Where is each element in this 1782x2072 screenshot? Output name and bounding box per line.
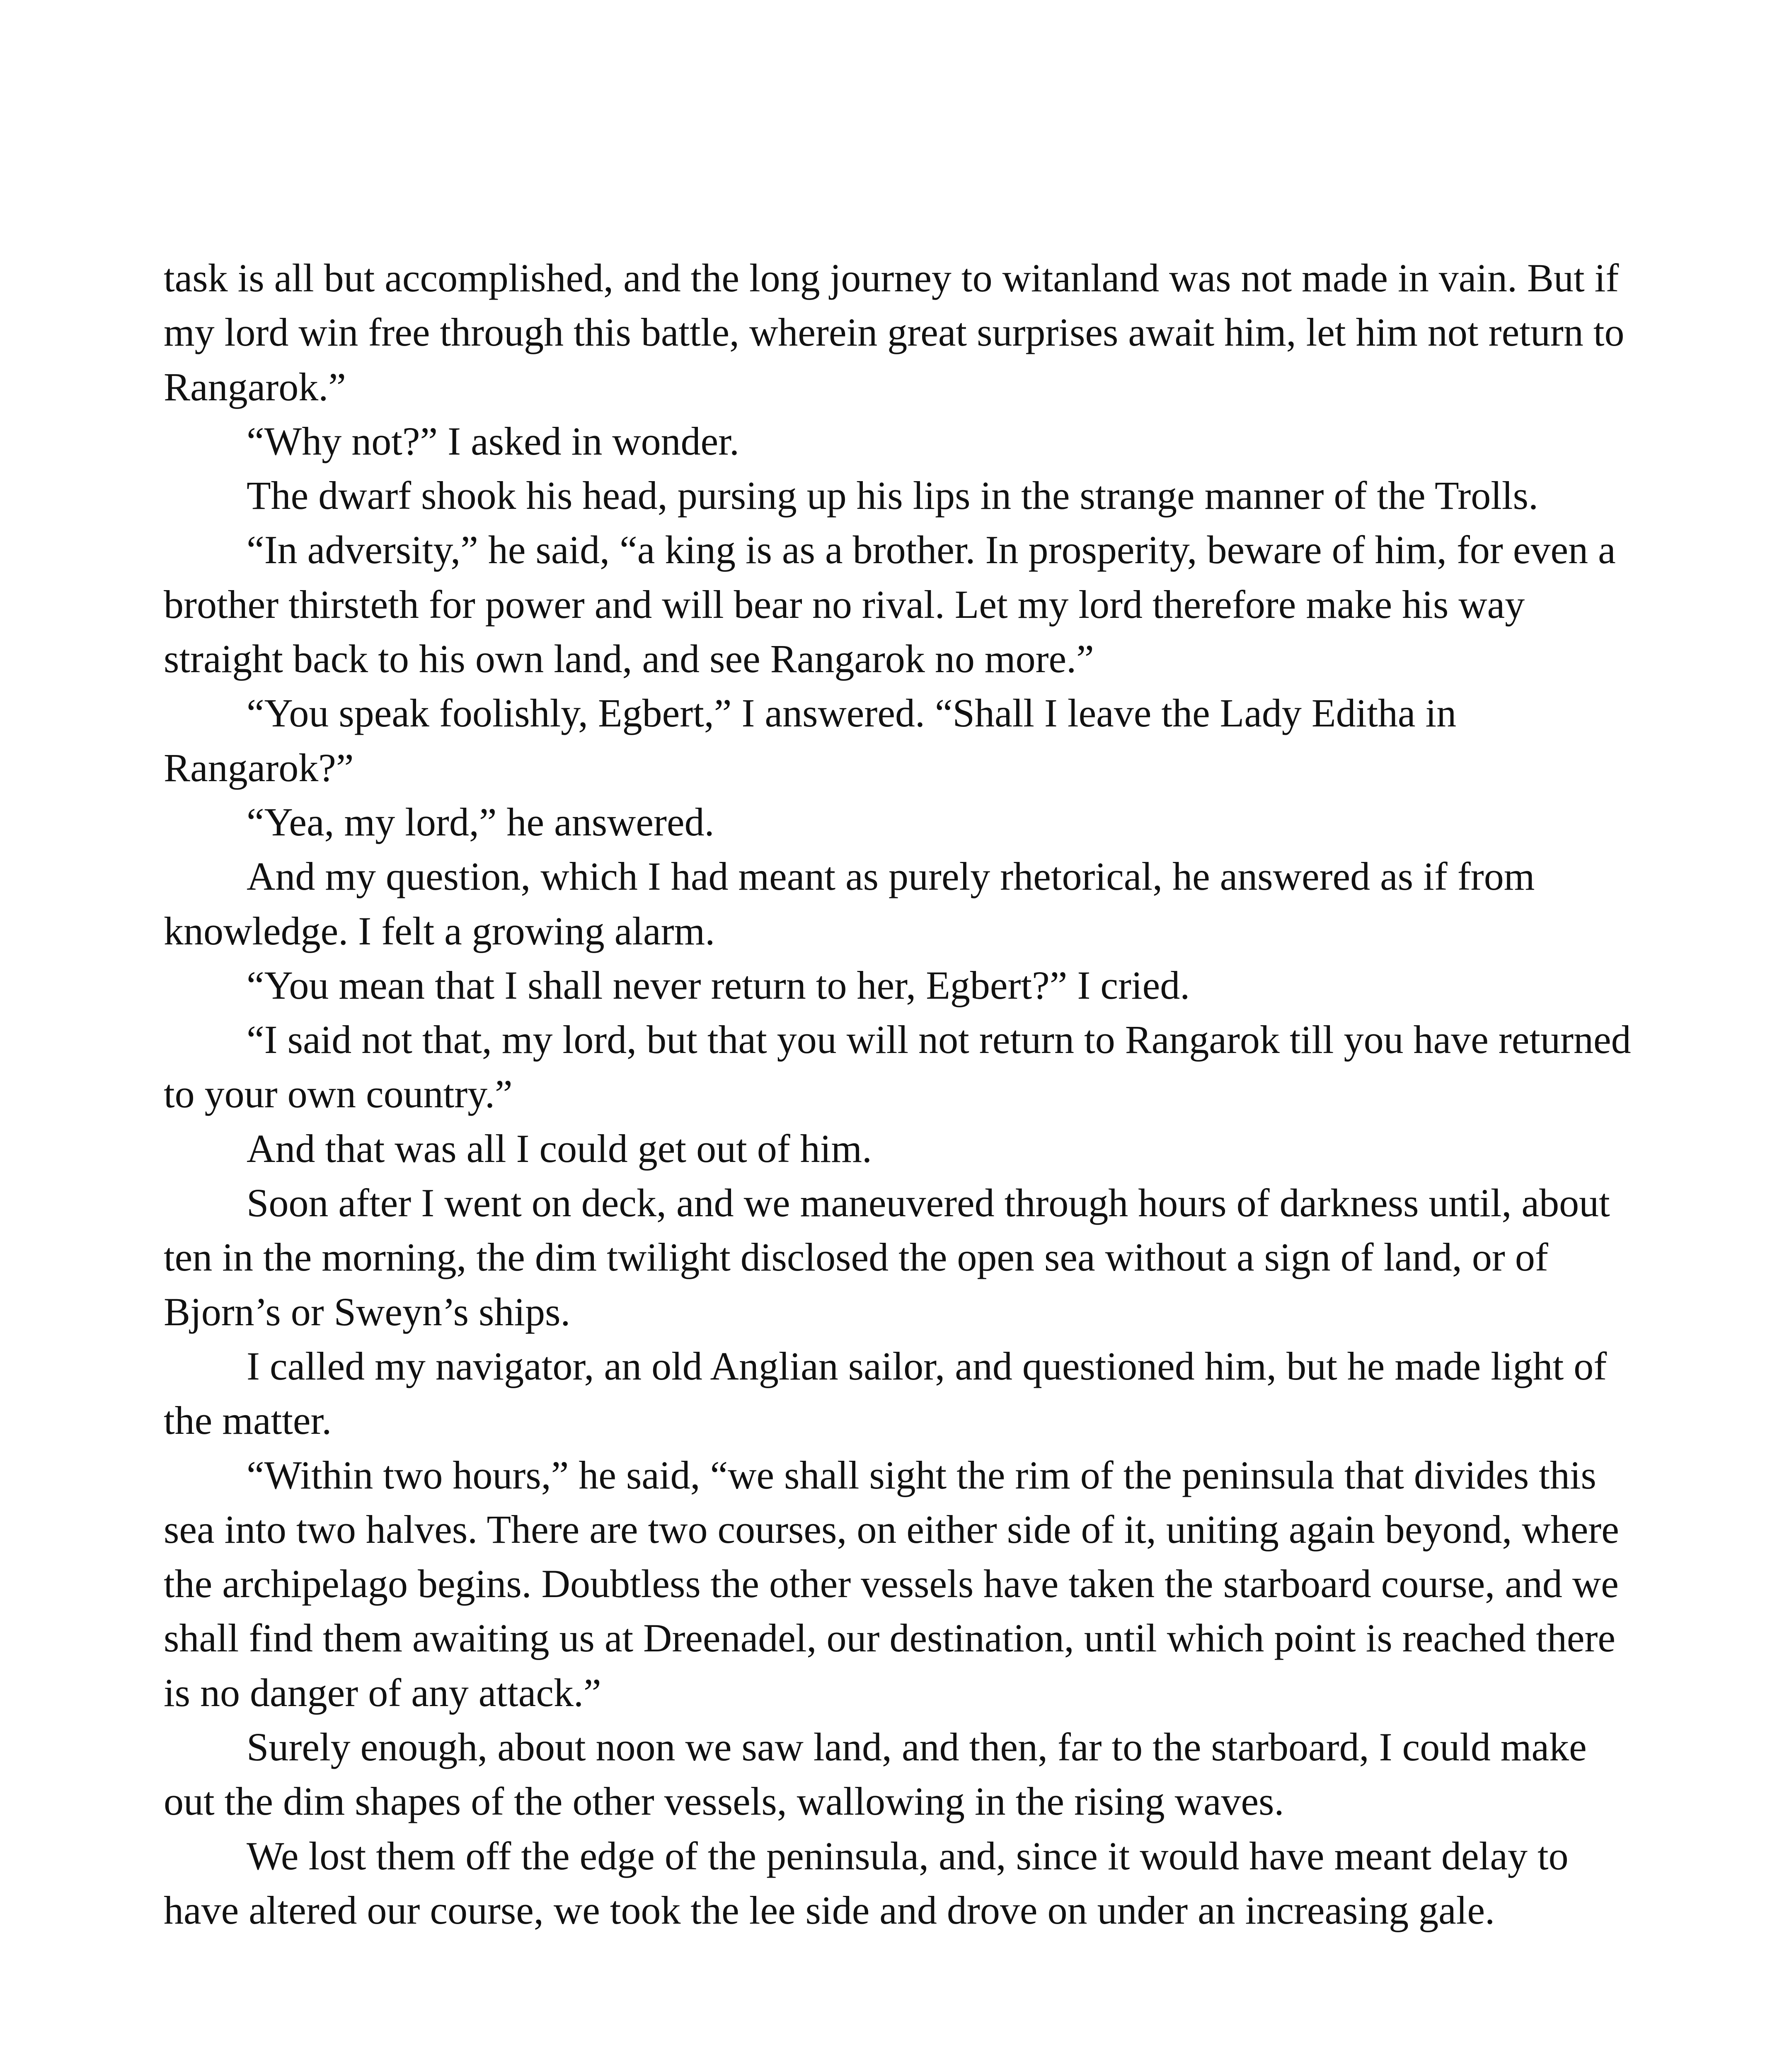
paragraph: “You speak foolishly, Egbert,” I answered. “Shall I leave the Lady Editha in Rangarok?” bbox=[164, 691, 1457, 790]
paragraph: “Why not?” I asked in wonder. bbox=[247, 419, 739, 463]
paragraph: The dwarf shook his head, pursing up his lips in the strange manner of the Trolls. bbox=[247, 473, 1538, 518]
paragraph: Surely enough, about noon we saw land, and then, far to the starboard, I could make out the dim shapes of the other vessels, wallowing in the rising waves. bbox=[164, 1725, 1587, 1824]
paragraph: “I said not that, my lord, but that you will not return to Rangarok till you have returned to your own country.” bbox=[164, 1017, 1631, 1116]
paragraph: task is all but accomplished, and the long journey to witanland was not made in vain. But if my lord win free through this battle, wherein great surprises await him, let him not return to Rangarok.” bbox=[164, 256, 1625, 409]
paragraph: And my question, which I had meant as purely rhetorical, he answered as if from knowledge. I felt a growing alarm. bbox=[164, 854, 1535, 953]
paragraph: And that was all I could get out of him. bbox=[247, 1126, 872, 1171]
paragraph: I called my navigator, an old Anglian sailor, and questioned him, but he made light of the matter. bbox=[164, 1343, 1607, 1443]
paragraph: “Yea, my lord,” he answered. bbox=[247, 799, 714, 844]
paragraph: We lost them off the edge of the peninsula, and, since it would have meant delay to have altered our course, we took the lee side and drove on under an increasing gale. bbox=[164, 1833, 1569, 1932]
paragraph: “You mean that I shall never return to her, Egbert?” I cried. bbox=[247, 963, 1190, 1007]
body-text bbox=[164, 251, 1639, 1937]
paragraph: “Within two hours,” he said, “we shall sight the rim of the peninsula that divides this sea into two halves. There are two courses, on either side of it, uniting again beyond, where the archipelago begins. Doubtless the other vessels have taken the starboard course, and we shall find them awaiting us at Dreenadel, our destination, until which point is reached there is no danger of any attack.” bbox=[164, 1452, 1619, 1715]
paragraph: Soon after I went on deck, and we maneuvered through hours of darkness until, about ten in the morning, the dim twilight disclosed the open sea without a sign of land, or of Bjorn’s or Sweyn’s ships. bbox=[164, 1181, 1610, 1334]
paragraph: “In adversity,” he said, “a king is as a brother. In prosperity, beware of him, for even a brother thirsteth for power and will bear no rival. Let my lord therefore make his way straight back to his own land, and see Rangarok no more.” bbox=[164, 528, 1616, 681]
